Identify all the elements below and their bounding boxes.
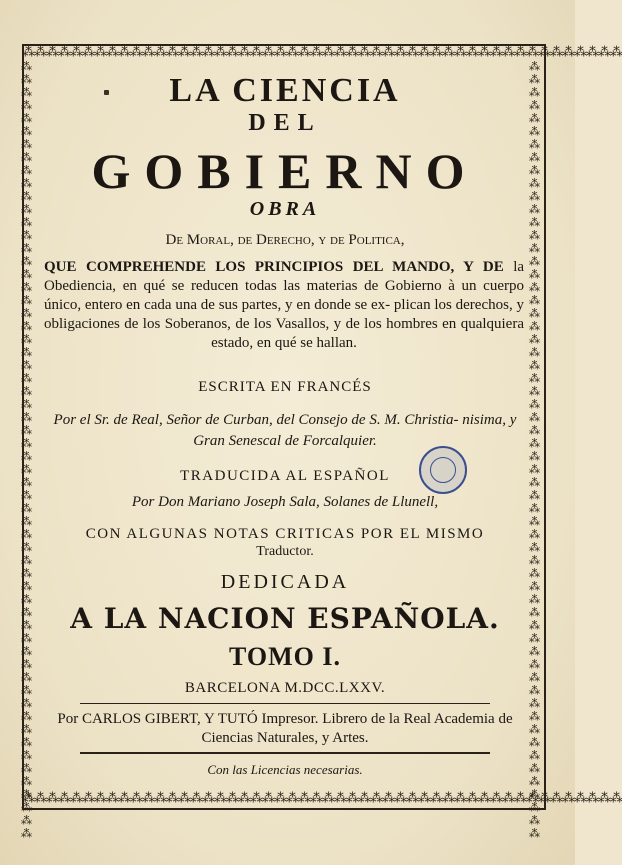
volume: TOMO I. [229, 642, 341, 671]
title-line-1: LA CIENCIA [169, 72, 401, 109]
divider-double-rule [80, 752, 490, 756]
printer: Por CARLOS GIBERT, Y TUTÓ Impresor. Librero de la Real Academia de Ciencias Naturales, y Artes. [57, 711, 513, 746]
dedicated: DEDICADA [220, 571, 350, 593]
author: Por el Sr. de Real, Señor de Curban, del Consejo de S. M. Christia- nisima, y Gran Senescal de Forcalquier. [53, 412, 517, 449]
place-date: BARCELONA M.DCC.LXXV. [184, 680, 386, 696]
title-line-2: DEL [248, 110, 322, 136]
right-ornament-band: ⁂⁂⁂⁂⁂⁂⁂⁂⁂⁂⁂⁂⁂⁂⁂⁂⁂⁂⁂⁂⁂⁂⁂⁂⁂⁂⁂⁂⁂⁂⁂⁂⁂⁂⁂⁂⁂⁂⁂⁂⁂⁂⁂⁂⁂⁂⁂⁂⁂⁂⁂⁂⁂⁂⁂⁂⁂⁂⁂⁂ [528, 60, 540, 840]
left-ornament-band: ⁂⁂⁂⁂⁂⁂⁂⁂⁂⁂⁂⁂⁂⁂⁂⁂⁂⁂⁂⁂⁂⁂⁂⁂⁂⁂⁂⁂⁂⁂⁂⁂⁂⁂⁂⁂⁂⁂⁂⁂⁂⁂⁂⁂⁂⁂⁂⁂⁂⁂⁂⁂⁂⁂⁂⁂⁂⁂⁂⁂ [20, 60, 32, 840]
notes-line-1: CON ALGUNAS NOTAS CRITICAS POR EL MISMO [85, 526, 485, 542]
title-line-4: OBRA [249, 198, 321, 220]
translated-to: TRADUCIDA AL ESPAÑOL [180, 468, 390, 484]
bottom-ornament-band: ⁂⁂⁂⁂⁂⁂⁂⁂⁂⁂⁂⁂⁂⁂⁂⁂⁂⁂⁂⁂⁂⁂⁂⁂⁂⁂⁂⁂⁂⁂⁂⁂⁂⁂⁂⁂⁂⁂⁂⁂⁂⁂⁂⁂⁂⁂⁂⁂⁂⁂ [22, 790, 622, 805]
title-line-3: GOBIERNO [91, 143, 479, 199]
written-in: ESCRITA EN FRANCÉS [198, 379, 372, 395]
divider-rule [80, 703, 490, 704]
top-ornament-band: ⁂⁂⁂⁂⁂⁂⁂⁂⁂⁂⁂⁂⁂⁂⁂⁂⁂⁂⁂⁂⁂⁂⁂⁂⁂⁂⁂⁂⁂⁂⁂⁂⁂⁂⁂⁂⁂⁂⁂⁂⁂⁂⁂⁂⁂⁂⁂⁂⁂⁂ [22, 44, 622, 59]
description-lead: QUE COMPREHENDE LOS PRINCIPIOS DEL MANDO, Y DE [44, 259, 504, 275]
notes-line-2: Traductor. [256, 544, 314, 559]
translator: Por Don Mariano Joseph Sala, Solanes de Llunell, [131, 494, 439, 510]
library-stamp-icon [419, 446, 467, 494]
description-rest: la Obediencia, en qué se reducen todas las materias de Gobierno à un cuerpo único, entero en cada una de sus partes, y en donde se ex- plican los derechos, y obligaciones de los Soberanos, de los Vasallos, y de los hombres en qualquiera estado, en qué se hallan. [44, 259, 525, 351]
dedication-nation: A LA NACION ESPAÑOLA. [70, 602, 500, 635]
description [44, 258, 524, 353]
stamp-inner-ring [430, 457, 456, 483]
license: Con las Licencias necesarias. [207, 762, 363, 777]
subtitle: De Moral, de Derecho, y de Politica, [165, 232, 405, 248]
